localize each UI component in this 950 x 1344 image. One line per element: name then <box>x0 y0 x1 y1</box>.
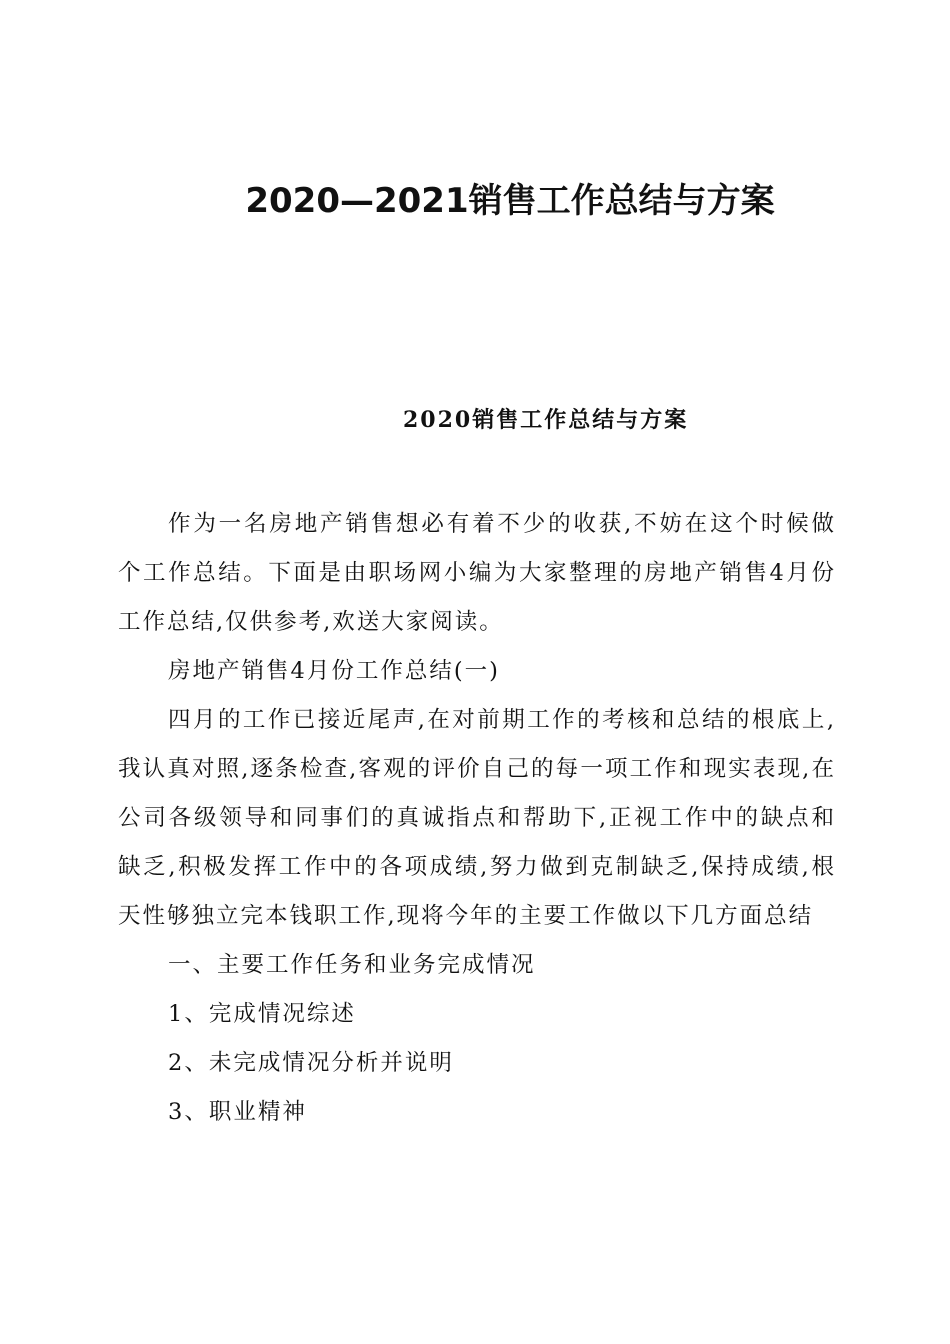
document-title: 2020—2021销售工作总结与方案 <box>245 181 775 221</box>
summary-paragraph: 四月的工作已接近尾声,在对前期工作的考核和总结的根底上,我认真对照,逐条检查,客观的评价自己的每一项工作和现实表现,在公司各级领导和同事们的真诚指点和帮助下,正视工作中的缺点和缺乏,积极发挥工作中的各项成绩,努力做到克制缺乏,保持成绩,根天性够独立完本钱职工作,现将今年的主要工作做以下几方面总结 <box>118 707 836 929</box>
outline-heading: 一、主要工作任务和业务完成情况 <box>168 952 536 978</box>
document-subtitle: 2020销售工作总结与方案 <box>403 407 689 433</box>
intro-paragraph: 作为一名房地产销售想必有着不少的收获,不妨在这个时候做个工作总结。下面是由职场网小编为大家整理的房地产销售4月份工作总结,仅供参考,欢送大家阅读。 <box>118 511 836 635</box>
document-body <box>118 500 836 1137</box>
outline-item-2: 2、未完成情况分析并说明 <box>168 1050 454 1076</box>
outline-item-3: 3、职业精神 <box>168 1099 307 1125</box>
section-heading: 房地产销售4月份工作总结(一) <box>168 658 500 684</box>
outline-item-1: 1、完成情况综述 <box>168 1001 356 1027</box>
